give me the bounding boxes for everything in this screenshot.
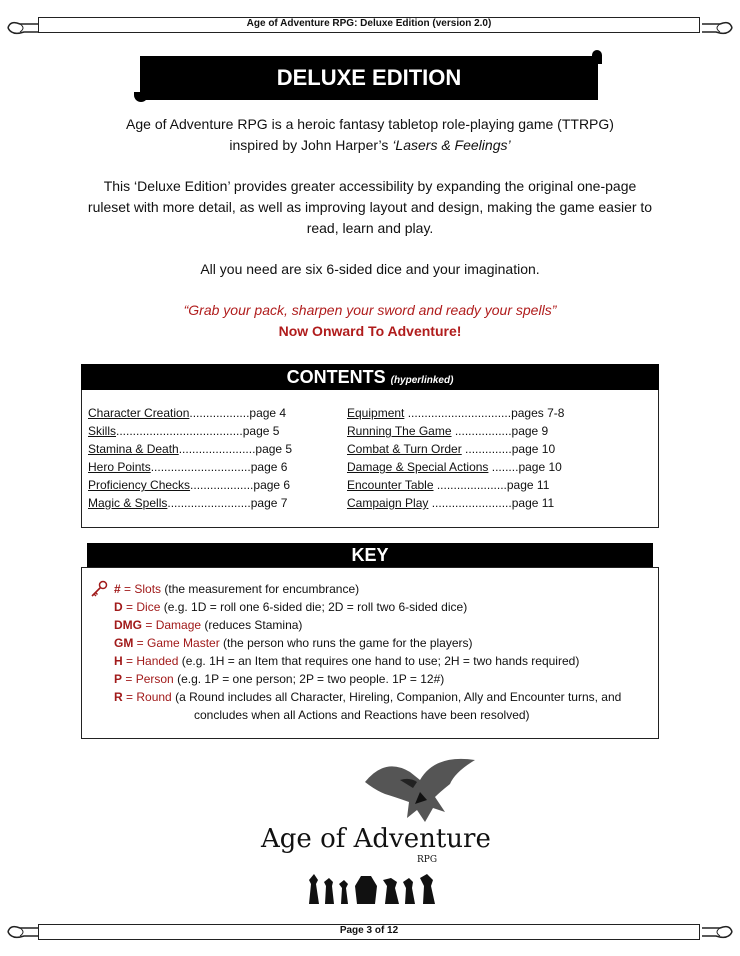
key-round-continuation: concludes when all Actions and Reactions have been resolved): [194, 708, 530, 722]
key-symbol: D: [114, 600, 123, 614]
toc-row[interactable]: [88, 476, 290, 494]
intro-onward: Now Onward To Adventure!: [278, 323, 462, 339]
toc-dots: ..............: [461, 442, 512, 456]
toc-page: page 9: [511, 424, 549, 438]
contents-subtitle: (hyperlinked): [390, 375, 454, 386]
banner-curl-right: [592, 50, 602, 64]
key-description: (reduces Stamina): [201, 618, 303, 632]
contents-title: CONTENTS: [286, 367, 386, 387]
toc-link[interactable]: Encounter Table: [347, 478, 434, 492]
toc-link[interactable]: Campaign Play: [347, 496, 429, 510]
key-symbol: H: [114, 654, 123, 668]
key-description: (the measurement for encumbrance): [161, 582, 360, 596]
key-icon: [90, 580, 108, 598]
toc-page: page 11: [511, 496, 555, 510]
key-term: Person: [135, 672, 174, 686]
toc-page: page 5: [255, 442, 293, 456]
key-header: [87, 543, 653, 567]
edition-title: DELUXE EDITION: [276, 65, 462, 90]
key-item: [114, 580, 359, 598]
key-equals: =: [133, 636, 148, 650]
key-equals: =: [122, 654, 137, 668]
intro-dice: All you need are six 6-sided dice and your imagination.: [200, 261, 540, 277]
toc-page: page 6: [253, 478, 291, 492]
toc-link[interactable]: Magic & Spells: [88, 496, 168, 510]
key-description: (the person who runs the game for the players): [219, 636, 473, 650]
toc-dots: ...............................: [404, 406, 512, 420]
toc-page: page 11: [506, 478, 550, 492]
key-symbol: GM: [114, 636, 134, 650]
toc-row[interactable]: [88, 440, 292, 458]
toc-dots: ......................................: [116, 424, 243, 438]
contents-header: [81, 364, 659, 390]
intro-line-2: [60, 135, 680, 156]
key-symbol: DMG: [114, 618, 142, 632]
intro-lasers-feelings: ‘Lasers & Feelings’: [392, 137, 511, 153]
toc-dots: .......................: [178, 442, 256, 456]
intro-para2-line1: This ‘Deluxe Edition’ provides greater accessibility by expanding the original one-page: [103, 178, 637, 194]
toc-dots: .........................: [167, 496, 251, 510]
toc-row[interactable]: [88, 422, 279, 440]
key-symbol: P: [114, 672, 123, 686]
key-symbol: #: [114, 582, 121, 596]
dragon-icon: [355, 752, 485, 832]
toc-row[interactable]: [347, 494, 554, 512]
key-equals: =: [142, 618, 156, 632]
intro-quote: “Grab your pack, sharpen your sword and ready your spells”: [183, 302, 557, 318]
intro-para2-line3: read, learn and play.: [306, 220, 434, 236]
toc-link[interactable]: Running The Game: [347, 424, 452, 438]
key-term: Game Master: [147, 636, 220, 650]
toc-link[interactable]: Skills: [88, 424, 117, 438]
key-description: (e.g. 1D = roll one 6-sided die; 2D = roll two 6-sided dice): [160, 600, 468, 614]
toc-row[interactable]: [88, 404, 286, 422]
banner-curl-left: [134, 92, 148, 102]
toc-row[interactable]: [347, 404, 564, 422]
toc-page: page 7: [250, 496, 288, 510]
toc-row[interactable]: [347, 440, 555, 458]
toc-link[interactable]: Stamina & Death: [88, 442, 179, 456]
key-equals: =: [122, 690, 137, 704]
key-item: [114, 688, 621, 706]
key-term: Slots: [134, 582, 162, 596]
key-term: Damage: [155, 618, 202, 632]
key-description: (a Round includes all Character, Hireling, Companion, Ally and Encounter turns, and: [171, 690, 622, 704]
toc-link[interactable]: Proficiency Checks: [88, 478, 191, 492]
toc-page: pages 7-8: [511, 406, 565, 420]
key-description: (e.g. 1P = one person; 2P = two people. 1P = 12#): [173, 672, 445, 686]
key-term: Dice: [136, 600, 161, 614]
logo-title: Age of Adventure: [261, 824, 491, 854]
key-equals: =: [120, 582, 135, 596]
intro-para2-line2: ruleset with more detail, as well as improving layout and design, making the game easier to: [87, 199, 653, 215]
toc-link[interactable]: Hero Points: [88, 460, 151, 474]
toc-dots: ..................: [189, 406, 250, 420]
key-symbol: R: [114, 690, 123, 704]
key-description: (e.g. 1H = an Item that requires one hand to use; 2H = two hands required): [178, 654, 580, 668]
key-equals: =: [122, 672, 136, 686]
footer-page-number: Page 3 of 12: [38, 924, 700, 940]
toc-dots: ........: [488, 460, 519, 474]
toc-page: page 10: [518, 460, 562, 474]
key-term: Round: [136, 690, 172, 704]
toc-page: page 10: [511, 442, 556, 456]
key-item: [114, 598, 467, 616]
header-title: Age of Adventure RPG: Deluxe Edition (version 2.0): [38, 17, 700, 33]
key-equals: =: [122, 600, 137, 614]
key-item: [114, 670, 444, 688]
toc-dots: ........................: [428, 496, 512, 510]
toc-link[interactable]: Damage & Special Actions: [347, 460, 489, 474]
key-item: [114, 634, 473, 652]
toc-page: page 4: [249, 406, 287, 420]
toc-row[interactable]: [347, 422, 548, 440]
toc-row[interactable]: [347, 458, 562, 476]
key-item: [114, 652, 579, 670]
toc-dots: ...................: [190, 478, 254, 492]
toc-link[interactable]: Character Creation: [88, 406, 190, 420]
edition-banner: [140, 56, 598, 100]
logo-subtitle: RPG: [417, 855, 438, 865]
toc-dots: .................: [451, 424, 512, 438]
toc-page: page 6: [250, 460, 288, 474]
intro-line-1: Age of Adventure RPG is a heroic fantasy tabletop role-playing game (TTRPG): [126, 116, 614, 132]
toc-row[interactable]: [88, 458, 287, 476]
key-item: [114, 616, 302, 634]
key-title: KEY: [351, 545, 389, 565]
toc-link[interactable]: Equipment: [347, 406, 405, 420]
toc-page: page 5: [242, 424, 280, 438]
adventurers-silhouette-icon: [305, 870, 440, 904]
toc-link[interactable]: Combat & Turn Order: [347, 442, 462, 456]
toc-row[interactable]: [347, 476, 549, 494]
intro-inspired: inspired by John Harper’s: [229, 137, 393, 153]
toc-dots: ..............................: [150, 460, 251, 474]
toc-row[interactable]: [88, 494, 287, 512]
key-term: Handed: [136, 654, 179, 668]
toc-dots: .....................: [433, 478, 507, 492]
